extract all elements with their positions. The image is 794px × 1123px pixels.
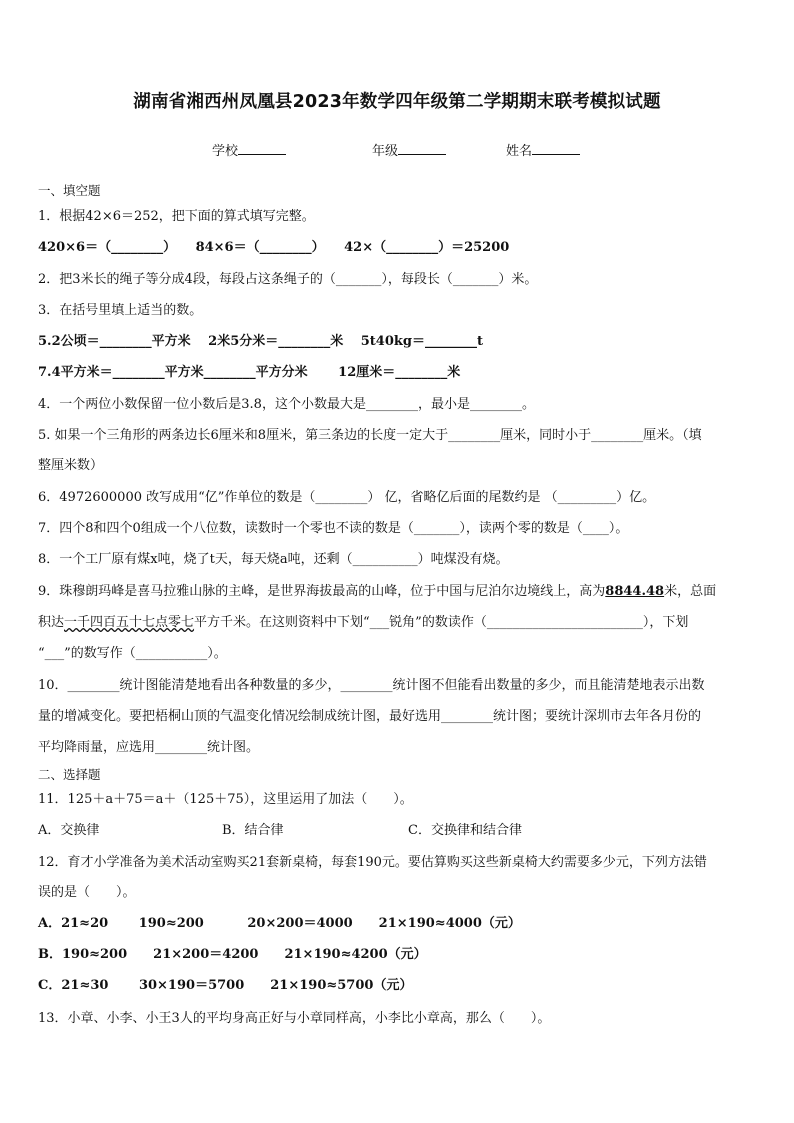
question-9-text-b: 积达 xyxy=(38,615,65,630)
question-3-line-a: 5.2公顷＝________平方米 2米5分米＝________米 5t40kg＝________t xyxy=(38,334,484,349)
question-12-line-b: 误的是（ ）。 xyxy=(38,885,136,900)
question-10-line-c: 平均降雨量，应选用________统计图。 xyxy=(38,740,260,755)
question-9-text-a: 9．珠穆朗玛峰是喜马拉雅山脉的主峰，是世界海拔最高的山峰，位于中国与尼泊尔边境线上，高为 xyxy=(38,584,606,599)
question-9-text-b-end: 平方千米。在这则资料中下划“___锐角”的数读作（________________________），下划 xyxy=(194,615,689,630)
question-9-line-a xyxy=(38,583,716,601)
question-12-option-a[interactable]: A．21≈20 190≈200 20×200＝4000 21×190≈4000（元） xyxy=(38,916,521,931)
question-12-option-c[interactable]: C．21≈30 30×190＝5700 21×190≈5700（元） xyxy=(38,978,413,993)
question-11: 11．125＋a＋75＝a＋（125＋75），这里运用了加法（ ）。 xyxy=(38,792,413,807)
question-1-answers: 420×6＝（________） 84×6＝（________） 42×（________）＝25200 xyxy=(38,240,510,255)
question-11-option-a[interactable]: A．交换律 xyxy=(38,823,100,838)
question-12-option-b[interactable]: B．190≈200 21×200＝4200 21×190≈4200（元） xyxy=(38,947,427,962)
area-value: 一千四百五十七点零七 xyxy=(64,615,195,630)
grade-field[interactable] xyxy=(372,140,446,159)
question-11-option-c[interactable]: C．交换律和结合律 xyxy=(408,823,522,838)
grade-blank[interactable] xyxy=(398,140,446,155)
question-6: 6．4972600000 改写成用“亿”作单位的数是（________） 亿，省略亿后面的尾数约是 （_________）亿。 xyxy=(38,490,656,505)
question-1: 1．根据42×6＝252，把下面的算式填写完整。 xyxy=(38,209,315,224)
question-4: 4．一个两位小数保留一位小数后是3.8，这个小数最大是________，最小是________。 xyxy=(38,397,535,412)
question-5-line-a: 5. 如果一个三角形的两条边长6厘米和8厘米，第三条边的长度一定大于________厘米，同时小于________厘米。（填 xyxy=(38,428,702,443)
question-5-line-b: 整厘米数） xyxy=(38,458,104,473)
grade-label: 年级 xyxy=(372,144,399,159)
question-9-line-b xyxy=(38,614,688,632)
school-blank[interactable] xyxy=(238,140,286,155)
name-blank[interactable] xyxy=(532,140,580,155)
page-title: 湖南省湘西州凤凰县2023年数学四年级第二学期期末联考模拟试题 xyxy=(133,92,661,112)
question-9-line-c: “___”的数写作（___________）。 xyxy=(38,646,227,661)
question-8: 8．一个工厂原有煤x吨，烧了t天，每天烧a吨，还剩（__________）吨煤没有烧。 xyxy=(38,552,509,567)
question-2: 2．把3米长的绳子等分成4段，每段占这条绳子的（_______），每段长（_______）米。 xyxy=(38,272,538,287)
question-10-line-b: 量的增减变化。要把梧桐山顶的气温变化情况绘制成统计图，最好选用________统计图；要统计深圳市去年各月份的 xyxy=(38,709,702,724)
question-10-line-a: 10．________统计图能清楚地看出各种数量的多少，________统计图不但能看出数量的多少，而且能清楚地表示出数 xyxy=(38,678,705,693)
question-9-text-a-end: 米，总面 xyxy=(664,584,717,599)
school-label: 学校 xyxy=(212,144,239,159)
question-12-line-a: 12．育才小学准备为美术活动室购买21套新桌椅，每套190元。要估算购买这些新桌椅大约需要多少元，下列方法错 xyxy=(38,855,707,870)
question-7: 7．四个8和四个0组成一个八位数，读数时一个零也不读的数是（_______），读两个零的数是（____）。 xyxy=(38,521,629,536)
section-choice-heading: 二、选择题 xyxy=(38,767,101,782)
school-field[interactable] xyxy=(212,140,286,159)
question-13: 13．小章、小李、小王3人的平均身高正好与小章同样高，小李比小章高，那么（ ）。 xyxy=(38,1011,551,1026)
name-label: 姓名 xyxy=(506,144,533,159)
student-info-row xyxy=(0,140,794,160)
question-3-line-b: 7.4平方米＝________平方米________平方分米 12厘米＝________米 xyxy=(38,365,461,380)
height-value: 8844.48 xyxy=(605,584,665,599)
section-fill-blank-heading: 一、填空题 xyxy=(38,183,101,198)
name-field[interactable] xyxy=(506,140,580,159)
question-3: 3．在括号里填上适当的数。 xyxy=(38,303,203,318)
question-11-option-b[interactable]: B．结合律 xyxy=(222,823,284,838)
